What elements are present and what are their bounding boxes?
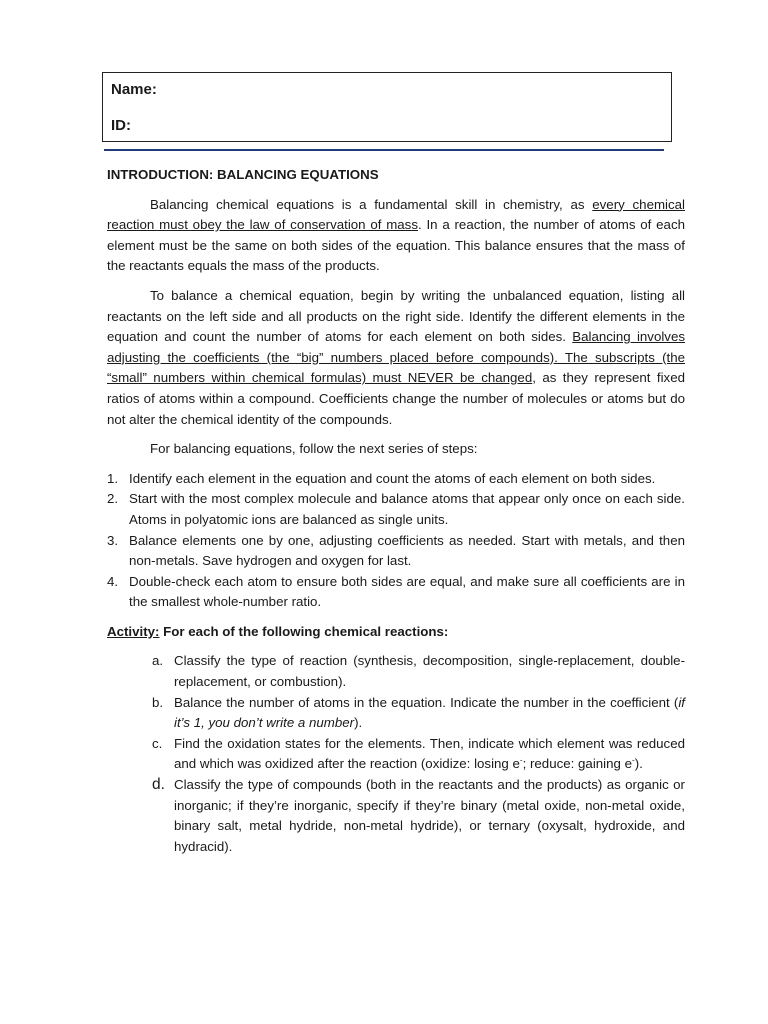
steps-list xyxy=(107,469,685,613)
document-body xyxy=(107,165,685,857)
superscript: - xyxy=(519,756,523,766)
step-number: 4. xyxy=(107,573,119,589)
p2-tail: , as they represent fixed ratios of atoms within a compound. Coefficients change the number of molecules or atoms but do not alter the chemical identity of the compounds. xyxy=(107,370,685,427)
superscript: - xyxy=(632,756,635,766)
task-italic: if it’s 1, you don’t write a number xyxy=(174,694,685,731)
task-mid: ; reduce: gaining e xyxy=(522,756,633,772)
activity-text: For each of the following chemical reactions: xyxy=(159,623,449,639)
p1-lead: Balancing chemical equations is a fundamental skill in chemistry, as xyxy=(150,196,593,212)
p2-underlined: Balancing involves adjusting the coefficients (the “big” numbers placed before compounds). The subscripts (the “small” numbers within chemical formulas) must NEVER be changed xyxy=(107,329,685,386)
intro-paragraph-2 xyxy=(107,286,685,430)
list-item xyxy=(107,572,685,613)
step-number: 3. xyxy=(107,532,119,548)
task-tail: ). xyxy=(354,715,363,731)
step-text: Start with the most complex molecule and balance atoms that appear only once on each side. Atoms in polyatomic ions are balanced as single units. xyxy=(129,491,685,527)
step-text: Double-check each atom to ensure both sides are equal, and make sure all coefficients are in the smallest whole-number ratio. xyxy=(129,573,685,610)
name-label: Name: xyxy=(111,81,157,98)
task-letter: d. xyxy=(152,776,165,794)
id-label: ID: xyxy=(111,117,131,134)
section-heading: INTRODUCTION: BALANCING EQUATIONS xyxy=(107,167,379,182)
task-text: Classify the type of reaction (synthesis, decomposition, single-replacement, double-replacement, or combustion). xyxy=(174,653,685,690)
task-tail: ). xyxy=(634,756,643,772)
list-item xyxy=(152,775,685,857)
task-letter: b. xyxy=(152,694,164,710)
step-text: Balance elements one by one, adjusting coefficients as needed. Start with metals, and then non-metals. Save hydrogen and oxygen for last. xyxy=(129,532,685,569)
intro-paragraph-3: For balancing equations, follow the next series of steps: xyxy=(150,441,478,457)
task-text: Balance the number of atoms in the equation. Indicate the number in the coefficient ( xyxy=(174,694,679,710)
header-divider xyxy=(104,149,664,151)
step-number: 1. xyxy=(107,470,119,486)
step-number: 2. xyxy=(107,491,119,507)
intro-paragraph-1 xyxy=(107,195,685,277)
p1-tail: . In a reaction, the number of atoms of each element must be the same on both sides of the equation. This balance ensures that the mass of the reactants equals the mass of the products. xyxy=(107,217,685,274)
list-item xyxy=(107,531,685,572)
activity-label: Activity: xyxy=(107,623,160,639)
task-letter: c. xyxy=(152,735,163,751)
name-id-box xyxy=(102,72,672,142)
list-item xyxy=(152,734,685,775)
step-text: Identify each element in the equation and count the atoms of each element on both sides. xyxy=(129,470,656,486)
p1-underlined: every chemical reaction must obey the law of conservation of mass xyxy=(107,196,685,233)
task-text: Find the oxidation states for the elements. Then, indicate which element was reduced and which was oxidized after the reaction (oxidize: losing e xyxy=(174,735,685,772)
task-list xyxy=(107,651,685,857)
list-item xyxy=(152,693,685,734)
task-letter: a. xyxy=(152,653,164,669)
list-item xyxy=(107,469,685,490)
task-text: Classify the type of compounds (both in the reactants and the products) as organic or inorganic; if they’re inorganic, specify if they’re binary (metal oxide, non-metal oxide, binary salt, metal hydride, non-metal hydride), or ternary (oxysalt, hydroxide, and hydracid). xyxy=(174,777,685,854)
list-item xyxy=(107,489,685,530)
activity-heading xyxy=(107,622,685,643)
p2-lead: To balance a chemical equation, begin by writing the unbalanced equation, listing all reactants on the left side and all products on the right side. Identify the different elements in the equation and count the number of atoms for each element on both sides. xyxy=(107,287,685,345)
list-item xyxy=(152,651,685,692)
